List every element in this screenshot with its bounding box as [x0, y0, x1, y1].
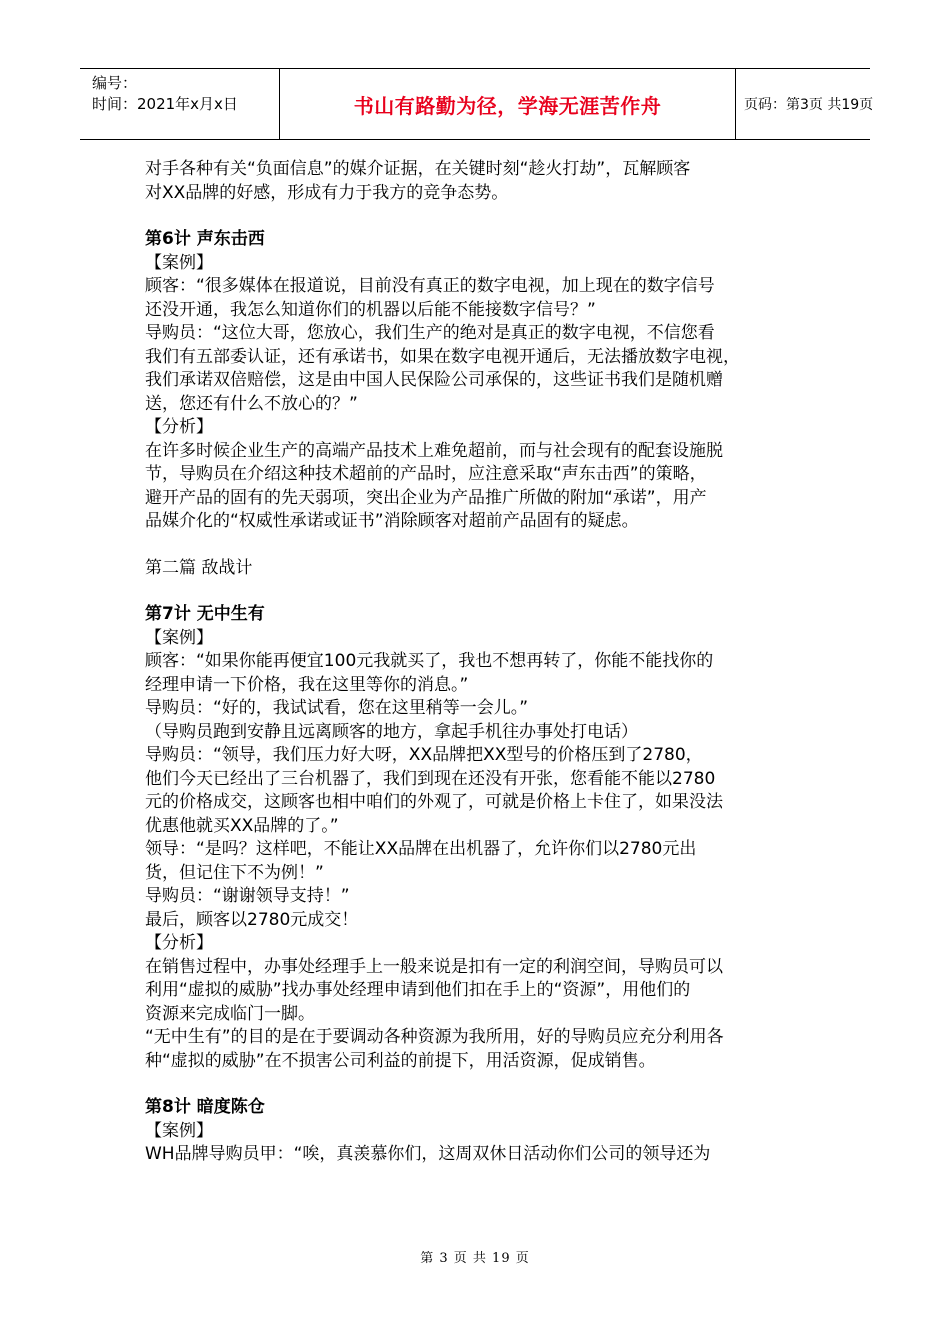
body-text-line: 元的价格成交，这顾客也相中咱们的外观了，可就是价格上卡住了，如果没法 [145, 792, 723, 812]
body-text-line: 我们有五部委认证，还有承诺书，如果在数字电视开通后，无法播放数字电视， [145, 346, 740, 367]
body-text-line: 利用“虚拟的威胁”找办事处经理申请到他们扣在手上的“资源”，用他们的 [145, 980, 691, 1000]
body-text-line: 对XX品牌的好感，形成有力于我方的竞争态势。 [145, 182, 509, 203]
body-text-line: WH品牌导购员甲：“唉，真羡慕你们，这周双休日活动你们公司的领导还为 [145, 1144, 711, 1164]
body-text-line: 在销售过程中，办事处经理手上一般来说是扣有一定的利润空间，导购员可以 [145, 956, 723, 977]
subsection-label: 【案例】 [145, 627, 213, 648]
header-info-cell [80, 69, 280, 139]
body-text-line: 送，您还有什么不放心的？” [145, 393, 358, 414]
document-time-label: 时间：2021年x月x日 [92, 95, 238, 113]
header-page-number: 页码：第3页 共19页 [744, 97, 874, 113]
body-text-line: 还没开通，我怎么知道你们的机器以后能不能接数字信号？” [145, 299, 596, 320]
header-motto: 书山有路勤为径，学海无涯苦作舟 [280, 69, 736, 139]
body-text-line: 领导：“是吗？这样吧，不能让XX品牌在出机器了，允许你们以2780元出 [145, 839, 697, 859]
body-text-line: 在许多时候企业生产的高端产品技术上难免超前，而与社会现有的配套设施脱 [145, 440, 723, 461]
page-footer: 第 3 页 共 19 页 [420, 1251, 530, 1266]
body-text-line: “无中生有”的目的是在于要调动各种资源为我所用，好的导购员应充分利用各 [145, 1027, 724, 1047]
body-text-line: 顾客：“很多媒体在报道说，目前没有真正的数字电视，加上现在的数字信号 [145, 276, 715, 296]
body-text-line: 顾客：“如果你能再便宜100元我就买了，我也不想再转了，你能不能找你的 [145, 651, 714, 671]
section-heading: 第8计 暗度陈仓 [145, 1097, 265, 1117]
section-heading: 第7计 无中生有 [145, 604, 265, 624]
document-body [145, 158, 825, 1167]
subsection-label: 【分析】 [145, 417, 213, 437]
subsection-label: 【案例】 [145, 252, 213, 273]
body-text-line: 节，导购员在介绍这种技术超前的产品时，应注意采取“声东击西”的策略， [145, 464, 707, 484]
body-text-line: 导购员：“好的，我试试看，您在这里稍等一会儿。” [145, 698, 529, 718]
body-text-line: 导购员：“这位大哥，您放心，我们生产的绝对是真正的数字电视，不信您看 [145, 323, 715, 343]
body-text-line: 种“虚拟的威胁”在不损害公司利益的前提下，用活资源，促成销售。 [145, 1050, 656, 1071]
body-text-line: （导购员跑到安静且远离顾客的地方，拿起手机往办事处打电话） [145, 721, 638, 742]
document-number-label: 编号： [92, 74, 138, 92]
body-text-line: 最后，顾客以2780元成交！ [145, 909, 359, 930]
section-heading: 第6计 声东击西 [145, 229, 265, 249]
body-text-line: 经理申请一下价格，我在这里等你的消息。” [145, 674, 469, 695]
body-text-line: 他们今天已经出了三台机器了，我们到现在还没有开张，您看能不能以2780 [145, 768, 716, 789]
body-text-line: 我们承诺双倍赔偿，这是由中国人民保险公司承保的，这些证书我们是随机赠 [145, 370, 723, 390]
body-text-line: 优惠他就买XX品牌的了。” [145, 815, 339, 836]
body-text-line: 导购员：“谢谢领导支持！” [145, 886, 350, 906]
subsection-label: 【分析】 [145, 933, 213, 953]
page-header [80, 68, 874, 140]
body-text-line: 导购员：“领导，我们压力好大呀，XX品牌把XX型号的价格压到了2780， [145, 745, 703, 765]
body-text-line: 对手各种有关“负面信息”的媒介证据，在关键时刻“趁火打劫”，瓦解顾客 [145, 159, 691, 179]
body-text-line: 货，但记住下不为例！” [145, 862, 324, 883]
body-text-line: 避开产品的固有的先天弱项，突出企业为产品推广所做的附加“承诺”，用产 [145, 487, 707, 508]
part-heading: 第二篇 敌战计 [145, 557, 253, 578]
subsection-label: 【案例】 [145, 1120, 213, 1141]
body-text-line: 资源来完成临门一脚。 [145, 1003, 315, 1024]
body-text-line: 品媒介化的“权威性承诺或证书”消除顾客对超前产品固有的疑虑。 [145, 511, 639, 531]
